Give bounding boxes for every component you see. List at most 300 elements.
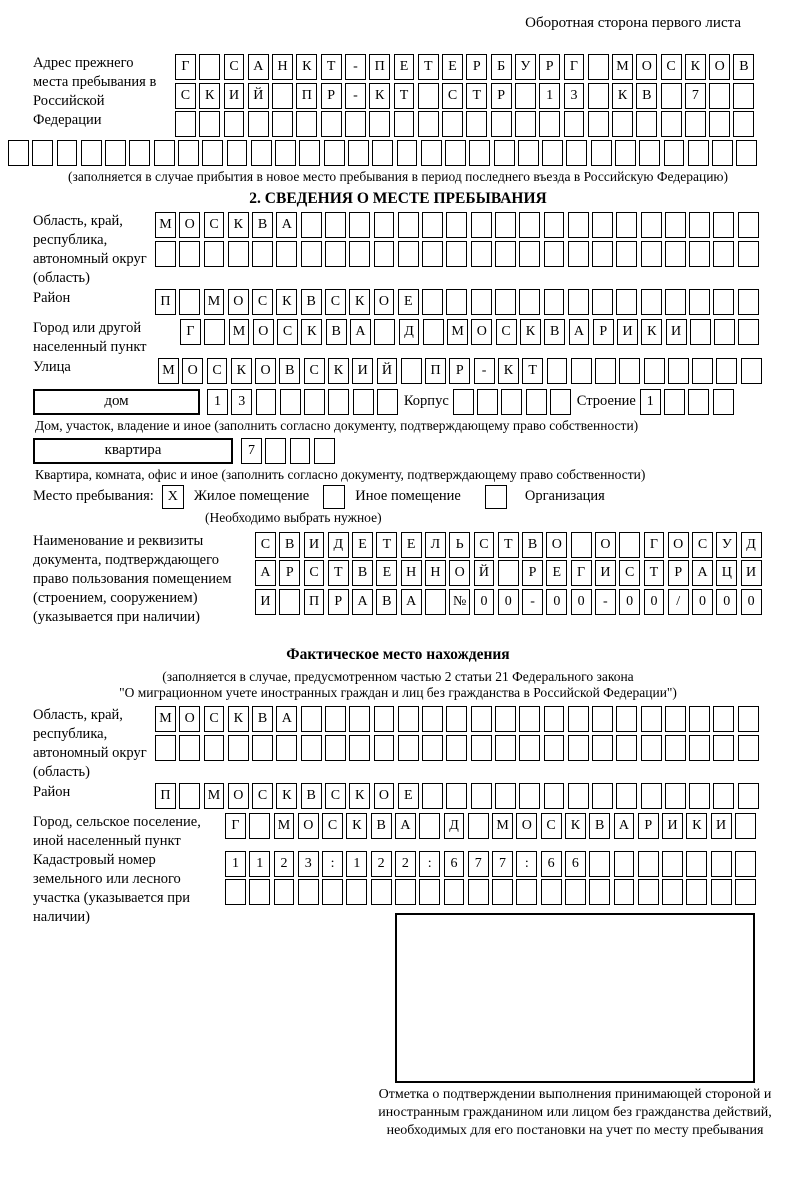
char-cell: [741, 358, 762, 384]
char-cell: О: [179, 706, 200, 732]
char-cell: Р: [321, 83, 342, 109]
char-cell: С: [204, 706, 225, 732]
char-cell: [471, 735, 492, 761]
char-cell: 2: [371, 851, 392, 877]
char-cell: Т: [522, 358, 543, 384]
char-cell: [641, 289, 662, 315]
char-cell: С: [661, 54, 682, 80]
char-cell: [516, 879, 537, 905]
char-cell: [155, 735, 176, 761]
char-row: [155, 706, 763, 732]
char-cell: [322, 879, 343, 905]
char-cell: [374, 241, 395, 267]
char-cell: К: [346, 813, 367, 839]
char-cell: [568, 783, 589, 809]
char-cell: К: [369, 83, 390, 109]
char-cell: [349, 241, 370, 267]
checkbox-organization: [485, 485, 507, 509]
char-cell: [446, 241, 467, 267]
char-cell: -: [345, 83, 366, 109]
char-cell: Р: [466, 54, 487, 80]
char-cell: [446, 706, 467, 732]
char-cell: -: [522, 589, 543, 615]
char-cell: [225, 879, 246, 905]
char-cell: [735, 879, 756, 905]
char-cell: -: [595, 589, 616, 615]
char-cell: [738, 289, 759, 315]
char-cell: 3: [298, 851, 319, 877]
char-cell: [325, 706, 346, 732]
char-cell: В: [376, 589, 397, 615]
char-cell: [735, 851, 756, 877]
char-cell: К: [296, 54, 317, 80]
char-cell: Г: [644, 532, 665, 558]
char-cell: [616, 212, 637, 238]
char-cell: Ц: [716, 560, 737, 586]
char-cell: [664, 140, 685, 166]
char-cell: С: [619, 560, 640, 586]
char-cell: [8, 140, 29, 166]
char-cell: [644, 358, 665, 384]
char-cell: [252, 735, 273, 761]
char-cell: И: [666, 319, 687, 345]
char-cell: [550, 389, 571, 415]
char-cell: [494, 140, 515, 166]
char-cell: И: [255, 589, 276, 615]
char-cell: [469, 140, 490, 166]
char-cell: С: [204, 212, 225, 238]
char-cell: Е: [398, 783, 419, 809]
char-cell: [641, 212, 662, 238]
char-cell: Л: [425, 532, 446, 558]
char-cell: [733, 111, 754, 137]
char-cell: [709, 83, 730, 109]
korpus-cells: [453, 389, 571, 415]
char-cell: [738, 735, 759, 761]
char-cell: Т: [418, 54, 439, 80]
char-cell: К: [641, 319, 662, 345]
stroenie-cells: [640, 389, 734, 415]
char-cell: [689, 706, 710, 732]
char-cell: 0: [692, 589, 713, 615]
char-cell: [616, 241, 637, 267]
char-cell: [371, 879, 392, 905]
char-cell: [279, 589, 300, 615]
char-cell: [638, 879, 659, 905]
char-cell: [619, 358, 640, 384]
char-cell: №: [449, 589, 470, 615]
char-cell: И: [617, 319, 638, 345]
char-cell: [711, 879, 732, 905]
char-cell: К: [612, 83, 633, 109]
char-cell: [588, 111, 609, 137]
char-cell: [498, 560, 519, 586]
char-cell: [690, 319, 711, 345]
char-cell: [616, 706, 637, 732]
char-cell: Д: [444, 813, 465, 839]
char-cell: Н: [425, 560, 446, 586]
char-cell: П: [296, 83, 317, 109]
char-cell: Е: [398, 289, 419, 315]
char-cell: [661, 111, 682, 137]
char-cell: [515, 111, 536, 137]
char-cell: 6: [541, 851, 562, 877]
char-cell: Р: [638, 813, 659, 839]
char-cell: [179, 783, 200, 809]
char-cell: [568, 706, 589, 732]
field-district: [33, 289, 763, 315]
char-cell: [304, 389, 325, 415]
char-cell: [688, 140, 709, 166]
char-cell: [275, 140, 296, 166]
char-cell: [175, 111, 196, 137]
char-cell: [641, 783, 662, 809]
char-cell: [179, 289, 200, 315]
confirmation-stamp-note: Отметка о подтверждении выполнения принимающей стороной и иностранным гражданином или лицом без гражданства действий, необходимых для его постановки на учет по месту пребывания: [378, 1087, 772, 1139]
char-cell: К: [228, 212, 249, 238]
char-cell: [325, 241, 346, 267]
city-actual-label: Город, сельское поселение, иной населенный пункт: [33, 813, 201, 849]
char-cell: А: [248, 54, 269, 80]
char-cell: 0: [644, 589, 665, 615]
char-cell: [422, 735, 443, 761]
char-cell: 0: [741, 589, 762, 615]
char-cell: К: [520, 319, 541, 345]
char-cell: Г: [571, 560, 592, 586]
char-cell: Е: [401, 532, 422, 558]
char-cell: [325, 212, 346, 238]
char-cell: [591, 140, 612, 166]
char-cell: [276, 241, 297, 267]
char-cell: А: [276, 706, 297, 732]
char-cell: С: [175, 83, 196, 109]
char-cell: [614, 851, 635, 877]
char-cell: [495, 706, 516, 732]
char-cell: А: [350, 319, 371, 345]
char-cell: [397, 140, 418, 166]
char-cell: [199, 54, 220, 80]
char-cell: [129, 140, 150, 166]
char-cell: [398, 706, 419, 732]
char-cell: [738, 706, 759, 732]
char-cell: [328, 389, 349, 415]
apartment-caption: Квартира, комната, офис и иное (заполнить согласно документу, подтверждающему право собственности): [35, 466, 646, 482]
char-cell: 1: [207, 389, 228, 415]
char-cell: К: [199, 83, 220, 109]
char-cell: [495, 783, 516, 809]
char-cell: [290, 438, 311, 464]
char-cell: [588, 54, 609, 80]
char-cell: В: [636, 83, 657, 109]
char-cell: [544, 735, 565, 761]
char-cell: [199, 111, 220, 137]
char-cell: [519, 735, 540, 761]
char-row: [155, 735, 763, 761]
char-cell: К: [685, 54, 706, 80]
char-cell: [665, 735, 686, 761]
char-cell: [274, 879, 295, 905]
char-cell: И: [304, 532, 325, 558]
char-cell: [544, 241, 565, 267]
char-cell: С: [304, 358, 325, 384]
char-cell: -: [474, 358, 495, 384]
char-cell: О: [298, 813, 319, 839]
char-row: [225, 851, 763, 877]
char-cell: Й: [248, 83, 269, 109]
char-cell: [713, 389, 734, 415]
char-cell: [445, 140, 466, 166]
char-cell: :: [419, 851, 440, 877]
char-row: [155, 241, 763, 267]
char-cell: О: [228, 289, 249, 315]
char-cell: [228, 735, 249, 761]
char-cell: Т: [466, 83, 487, 109]
char-cell: [495, 241, 516, 267]
char-cell: Б: [491, 54, 512, 80]
char-cell: [423, 319, 444, 345]
char-cell: [541, 879, 562, 905]
char-cell: О: [374, 289, 395, 315]
char-cell: [571, 532, 592, 558]
char-cell: [249, 813, 270, 839]
char-cell: М: [447, 319, 468, 345]
char-cell: Д: [399, 319, 420, 345]
char-cell: О: [179, 212, 200, 238]
char-cell: О: [449, 560, 470, 586]
char-cell: 0: [619, 589, 640, 615]
char-cell: [314, 438, 335, 464]
char-cell: К: [565, 813, 586, 839]
char-cell: [204, 319, 225, 345]
char-cell: М: [204, 783, 225, 809]
char-cell: В: [279, 532, 300, 558]
char-cell: [519, 783, 540, 809]
char-cell: [689, 289, 710, 315]
char-cell: [539, 111, 560, 137]
char-cell: [105, 140, 126, 166]
char-cell: [713, 783, 734, 809]
char-cell: [495, 289, 516, 315]
char-cell: К: [276, 783, 297, 809]
char-cell: И: [741, 560, 762, 586]
char-cell: Н: [272, 54, 293, 80]
char-cell: [544, 289, 565, 315]
char-cell: [349, 212, 370, 238]
char-cell: Р: [449, 358, 470, 384]
char-cell: В: [279, 358, 300, 384]
region-actual-label: Область, край, республика, автономный округ (область): [33, 706, 147, 780]
char-cell: О: [546, 532, 567, 558]
char-cell: [612, 111, 633, 137]
region-label: Область, край, республика, автономный округ (область): [33, 213, 147, 287]
field-region-actual: [33, 706, 763, 780]
char-cell: [299, 140, 320, 166]
field-previous-address: [33, 54, 763, 137]
char-cell: [369, 111, 390, 137]
char-row: [175, 83, 763, 109]
char-cell: Е: [546, 560, 567, 586]
char-cell: [736, 140, 757, 166]
char-cell: [495, 735, 516, 761]
char-cell: И: [595, 560, 616, 586]
char-cell: 2: [395, 851, 416, 877]
char-cell: [519, 706, 540, 732]
char-cell: Е: [394, 54, 415, 80]
char-cell: [564, 111, 585, 137]
char-cell: [422, 241, 443, 267]
char-cell: [662, 879, 683, 905]
char-cell: [446, 289, 467, 315]
char-cell: [398, 241, 419, 267]
apartment-row: [33, 438, 763, 464]
char-cell: [689, 735, 710, 761]
char-cell: [492, 879, 513, 905]
char-cell: [446, 735, 467, 761]
field-region: [33, 212, 763, 287]
stay-type-note: (Необходимо выбрать нужное): [205, 509, 382, 525]
char-cell: 1: [346, 851, 367, 877]
char-cell: [664, 389, 685, 415]
char-cell: С: [325, 783, 346, 809]
char-cell: М: [155, 212, 176, 238]
option-other-premises-label: Иное помещение: [355, 488, 461, 505]
char-cell: А: [352, 589, 373, 615]
char-cell: О: [668, 532, 689, 558]
char-cell: [712, 140, 733, 166]
char-cell: [422, 706, 443, 732]
char-cell: [592, 783, 613, 809]
char-cell: С: [255, 532, 276, 558]
char-row: [175, 54, 763, 80]
char-cell: [348, 140, 369, 166]
char-cell: [227, 140, 248, 166]
char-cell: 3: [231, 389, 252, 415]
city-label: Город или другой населенный пункт: [33, 319, 147, 355]
char-cell: [547, 358, 568, 384]
char-cell: [668, 358, 689, 384]
char-cell: Н: [401, 560, 422, 586]
char-cell: С: [442, 83, 463, 109]
char-cell: [713, 241, 734, 267]
char-cell: [713, 212, 734, 238]
stroenie-label: Строение: [576, 393, 636, 410]
char-cell: П: [155, 289, 176, 315]
char-cell: А: [255, 560, 276, 586]
char-cell: [665, 706, 686, 732]
char-cell: [224, 111, 245, 137]
document-label: Наименование и реквизиты документа, подтверждающего право пользования помещением (строением, сооружением) (указывается при наличии): [33, 532, 232, 625]
char-cell: [519, 212, 540, 238]
char-cell: И: [224, 83, 245, 109]
char-cell: [204, 241, 225, 267]
char-cell: Г: [225, 813, 246, 839]
char-cell: [471, 706, 492, 732]
char-cell: [526, 389, 547, 415]
char-cell: [466, 111, 487, 137]
char-cell: С: [325, 289, 346, 315]
char-cell: 6: [565, 851, 586, 877]
char-cell: Г: [564, 54, 585, 80]
char-cell: 0: [716, 589, 737, 615]
char-cell: О: [709, 54, 730, 80]
char-cell: [179, 241, 200, 267]
char-cell: М: [158, 358, 179, 384]
char-cell: [280, 389, 301, 415]
char-cell: [345, 111, 366, 137]
char-cell: К: [328, 358, 349, 384]
char-cell: К: [228, 706, 249, 732]
char-cell: К: [231, 358, 252, 384]
char-cell: [641, 735, 662, 761]
char-cell: 1: [249, 851, 270, 877]
char-cell: С: [322, 813, 343, 839]
char-cell: [568, 735, 589, 761]
char-cell: [566, 140, 587, 166]
char-cell: [422, 783, 443, 809]
char-cell: В: [252, 706, 273, 732]
char-cell: [471, 783, 492, 809]
char-cell: [249, 879, 270, 905]
char-cell: И: [711, 813, 732, 839]
char-cell: В: [522, 532, 543, 558]
char-cell: 6: [444, 851, 465, 877]
char-cell: [738, 241, 759, 267]
char-cell: [571, 358, 592, 384]
char-cell: [251, 140, 272, 166]
page-header: Оборотная сторона первого листа: [525, 15, 741, 31]
char-cell: [501, 389, 522, 415]
char-cell: [265, 438, 286, 464]
char-cell: [468, 813, 489, 839]
char-cell: Р: [668, 560, 689, 586]
char-cell: [518, 140, 539, 166]
char-cell: О: [182, 358, 203, 384]
char-cell: [272, 83, 293, 109]
char-cell: [713, 289, 734, 315]
char-cell: О: [374, 783, 395, 809]
char-row: [175, 111, 763, 137]
char-cell: [592, 241, 613, 267]
char-cell: [616, 735, 637, 761]
char-cell: [418, 111, 439, 137]
char-cell: [568, 289, 589, 315]
char-row: [155, 783, 763, 809]
char-cell: Р: [522, 560, 543, 586]
field-cadastre: [33, 851, 763, 925]
char-cell: [374, 706, 395, 732]
char-cell: [154, 140, 175, 166]
char-cell: 2: [274, 851, 295, 877]
char-cell: [641, 241, 662, 267]
char-cell: [686, 851, 707, 877]
field-city: [33, 319, 763, 355]
char-cell: [565, 879, 586, 905]
char-cell: Е: [352, 532, 373, 558]
house-caption: Дом, участок, владение и иное (заполнить согласно документу, подтверждающему право собственности): [35, 417, 639, 433]
char-cell: Й: [377, 358, 398, 384]
char-cell: О: [255, 358, 276, 384]
char-cell: [422, 289, 443, 315]
char-cell: В: [326, 319, 347, 345]
char-cell: [453, 389, 474, 415]
char-cell: Т: [394, 83, 415, 109]
char-cell: Г: [180, 319, 201, 345]
char-cell: [301, 212, 322, 238]
char-cell: [716, 358, 737, 384]
char-row: [158, 358, 763, 384]
char-row: [255, 589, 763, 615]
char-cell: [616, 289, 637, 315]
